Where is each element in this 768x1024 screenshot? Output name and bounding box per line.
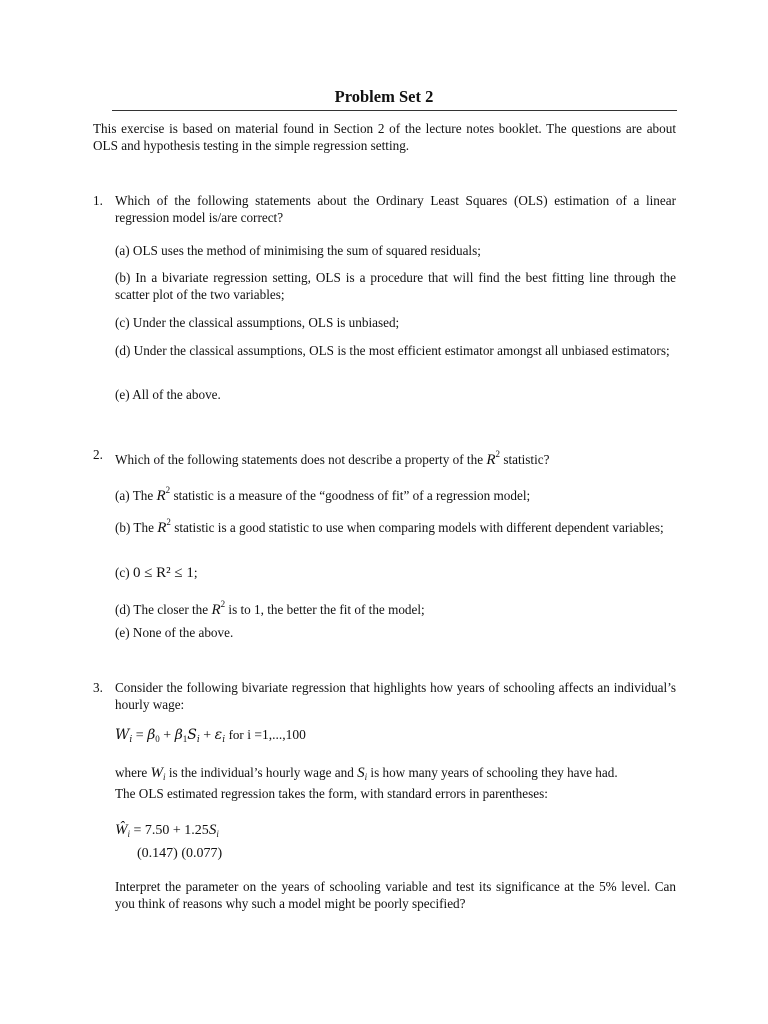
r-squared-symbol: $R^2$: [211, 599, 226, 618]
question-1-option-e: (e) All of the above.: [115, 387, 221, 402]
question-2: [93, 446, 676, 469]
question-3-where-text: where $W_i$ is the individual’s hourly wage and $S_i$ is how many years of schooling they have had.: [115, 765, 618, 782]
question-1-number: 1.: [93, 193, 103, 208]
question-1-text: Which of the following statements about the Ordinary Least Squares (OLS) estimation of a linear regression model is/are correct?: [115, 193, 676, 225]
r-squared-symbol: $R^2$: [486, 449, 501, 468]
question-3-text: Consider the following bivariate regression that highlights how years of schooling affects an individual’s hourly wage:: [115, 680, 676, 712]
question-2-option-a: (a) The $R^2$ statistic is a measure of the “goodness of fit” of a regression model;: [115, 485, 531, 504]
question-2-text: Which of the following statements does not describe a property of the $R^2$ statistic?: [115, 449, 550, 468]
r-squared-symbol: $R^2$: [157, 517, 171, 536]
question-3-number: 3.: [93, 680, 103, 695]
question-2-option-e: (e) None of the above.: [115, 625, 234, 640]
question-2-option-b: (b) The $R^2$ statistic is a good statistic to use when comparing models with different dependent variables;: [115, 517, 664, 536]
question-2-number: 2.: [93, 447, 103, 462]
title-rule: [112, 110, 677, 111]
page-title: Problem Set 2: [334, 87, 434, 106]
question-3: [93, 679, 676, 713]
question-1: [93, 192, 676, 226]
question-3-ols-form-text: The OLS estimated regression takes the form, with standard errors in parentheses:: [115, 786, 548, 801]
r-squared-inequality: 0 ≤ R² ≤ 1: [132, 565, 194, 581]
regression-model-equation: $W_i = \beta_0 + \beta_1S_i + \varepsilon_i$ for i =1,...,100: [115, 727, 306, 745]
standard-errors: (0.147) (0.077): [137, 846, 223, 861]
question-2-option-d: (d) The closer the $R^2$ is to 1, the better the fit of the model;: [115, 599, 425, 618]
r-squared-symbol: $R^2$: [156, 485, 171, 504]
question-1-option-c: (c) Under the classical assumptions, OLS is unbiased;: [115, 315, 400, 330]
question-1-option-b: (b) In a bivariate regression setting, OLS is a procedure that will find the best fitting line through the scatter plot of the two variables;: [115, 270, 676, 302]
question-3-closing-text: Interpret the parameter on the years of schooling variable and test its significance at the 5% level. Can you think of reasons why such a model might be poorly specified?: [115, 879, 676, 911]
question-2-option-c: (c) 0 ≤ R² ≤ 1;: [115, 565, 198, 581]
estimated-regression-equation: $Ŵ_i = 7.50 + 1.25S_i$: [115, 822, 219, 839]
intro-paragraph: This exercise is based on material found in Section 2 of the lecture notes booklet. The questions are about OLS and hypothesis testing in the simple regression setting.: [93, 121, 676, 153]
question-1-option-a: (a) OLS uses the method of minimising the sum of squared residuals;: [115, 243, 481, 258]
question-1-option-d: (d) Under the classical assumptions, OLS is the most efficient estimator amongst all unbiased estimators;: [115, 343, 670, 358]
